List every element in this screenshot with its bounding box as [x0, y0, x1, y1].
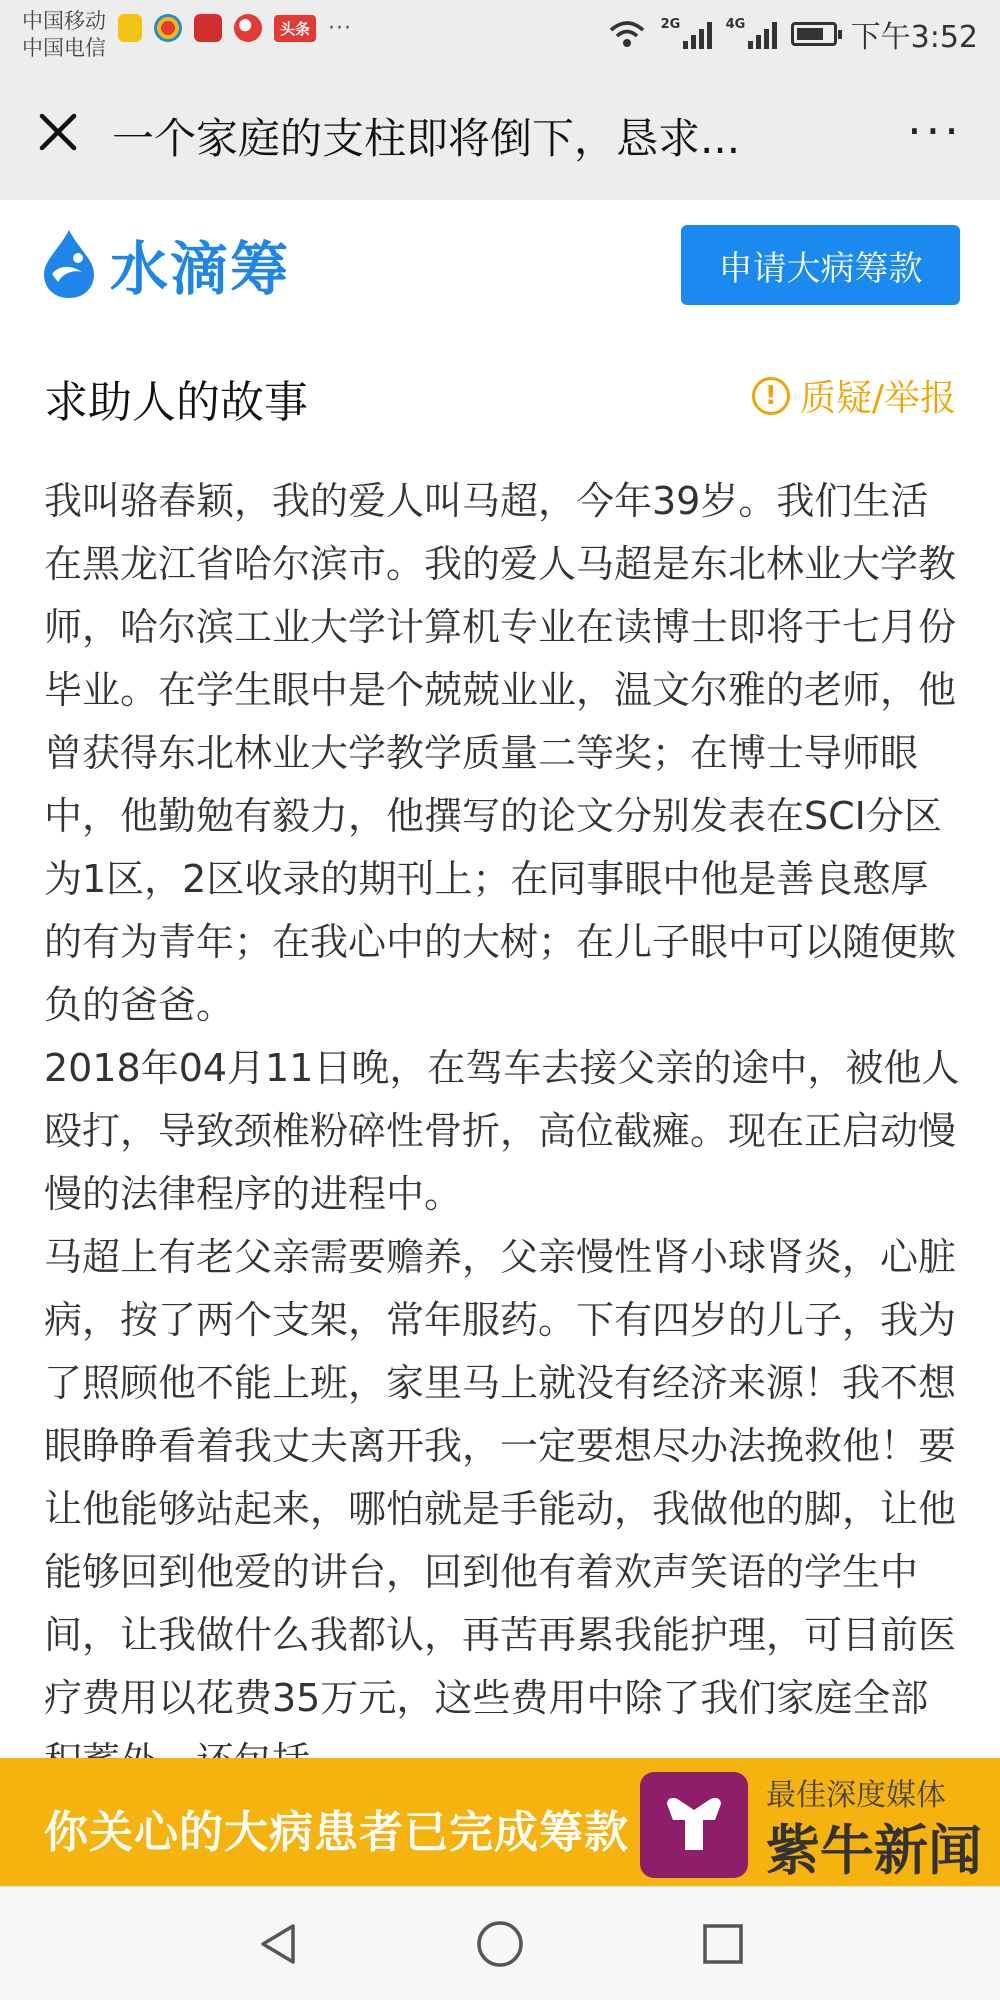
story-section-header	[0, 348, 1000, 438]
weibo-app-icon	[234, 14, 262, 42]
wifi-icon	[607, 19, 647, 49]
apply-fundraising-button[interactable]: 申请大病筹款	[681, 225, 960, 305]
system-indicators	[607, 12, 978, 56]
notification-icons	[118, 14, 352, 42]
toutiao-badge: 头条	[274, 15, 316, 42]
story-text	[44, 470, 960, 1793]
watermark-subtitle: 最佳深度媒体	[766, 1778, 946, 1813]
battery-icon	[791, 22, 837, 46]
ziniu-news-logo-icon	[640, 1772, 748, 1878]
browser-app-icon	[154, 14, 182, 42]
story-paragraph: 2018年04月11日晚，在驾车去接父亲的途中，被他人殴打，导致颈椎粉碎性骨折，高位截瘫。现在正启动慢慢的法律程序的进程中。	[44, 1046, 960, 1216]
watermark-title: 紫牛新闻	[766, 1819, 982, 1882]
home-button[interactable]	[465, 1909, 535, 1979]
close-icon	[38, 112, 78, 152]
more-notifications-icon: ···	[328, 15, 352, 41]
recents-button[interactable]	[688, 1909, 758, 1979]
section-title: 求助人的故事	[44, 377, 308, 428]
circle-home-icon	[474, 1918, 526, 1970]
carrier-info	[22, 8, 106, 62]
logo-text: 水滴筹	[110, 235, 291, 303]
network-4g-label: 4G	[725, 17, 746, 32]
network-2g-label: 2G	[660, 17, 681, 32]
brand-header	[0, 200, 1000, 340]
news-app-icon	[194, 14, 222, 42]
signal-4g-icon	[726, 19, 777, 49]
water-drop-logo-icon	[38, 228, 100, 300]
page-title: 一个家庭的支柱即将倒下，恳求...	[112, 114, 741, 163]
headset-app-icon	[118, 14, 142, 42]
close-button[interactable]	[26, 100, 90, 164]
clock: 下午3:52	[850, 20, 978, 55]
story-paragraph: 我叫骆春颖，我的爱人叫马超，今年39岁。我们生活在黑龙江省哈尔滨市。我的爱人马超是东北林业大学教师，哈尔滨工业大学计算机专业在读博士即将于七月份毕业。在学生眼中是个兢兢业业，温文尔雅的老师，他曾获得东北林业大学教学质量二等奖；在博士导师眼中，他勤勉有毅力，他撰写的论文分别发表在SCI分区为1区，2区收录的期刊上；在同事眼中他是善良憨厚的有为青年；在我心中的大树；在儿子眼中可以随便欺负的爸爸。	[44, 479, 957, 1027]
title-bar	[0, 66, 1000, 200]
shuidichou-logo[interactable]	[38, 222, 290, 306]
report-link[interactable]	[752, 370, 956, 421]
more-options-button[interactable]: ···	[907, 104, 963, 158]
banner-text: 你关心的大病患者已完成筹款	[44, 1807, 629, 1858]
status-bar	[0, 0, 1000, 66]
square-recents-icon	[700, 1921, 746, 1967]
exclamation-icon: !	[752, 377, 790, 415]
story-paragraph: 马超上有老父亲需要赡养，父亲慢性肾小球肾炎，心脏病，按了两个支架，常年服药。下有四岁的儿子，我为了照顾他不能上班，家里马上就没有经济来源！我不想眼睁睁看着我丈夫离开我，一定要想尽办法挽救他！要让他能够站起来，哪怕就是手能动，我做他的脚，让他能够回到他爱的讲台，回到他有着欢声笑语的学生中间，让我做什么我都认，再苦再累我能护理，可目前医疗费用以花费35万元，这些费用中除了我们家庭全部	[44, 1235, 957, 1720]
carrier-1: 中国移动	[22, 9, 106, 33]
carrier-2: 中国电信	[22, 36, 106, 60]
triangle-back-icon	[255, 1920, 303, 1968]
fundraising-complete-banner[interactable]	[0, 1758, 1000, 1886]
report-label: 质疑/举报	[799, 378, 956, 419]
system-navigation-bar	[0, 1886, 1000, 2000]
signal-2g-icon	[661, 19, 712, 49]
back-button[interactable]	[244, 1909, 314, 1979]
